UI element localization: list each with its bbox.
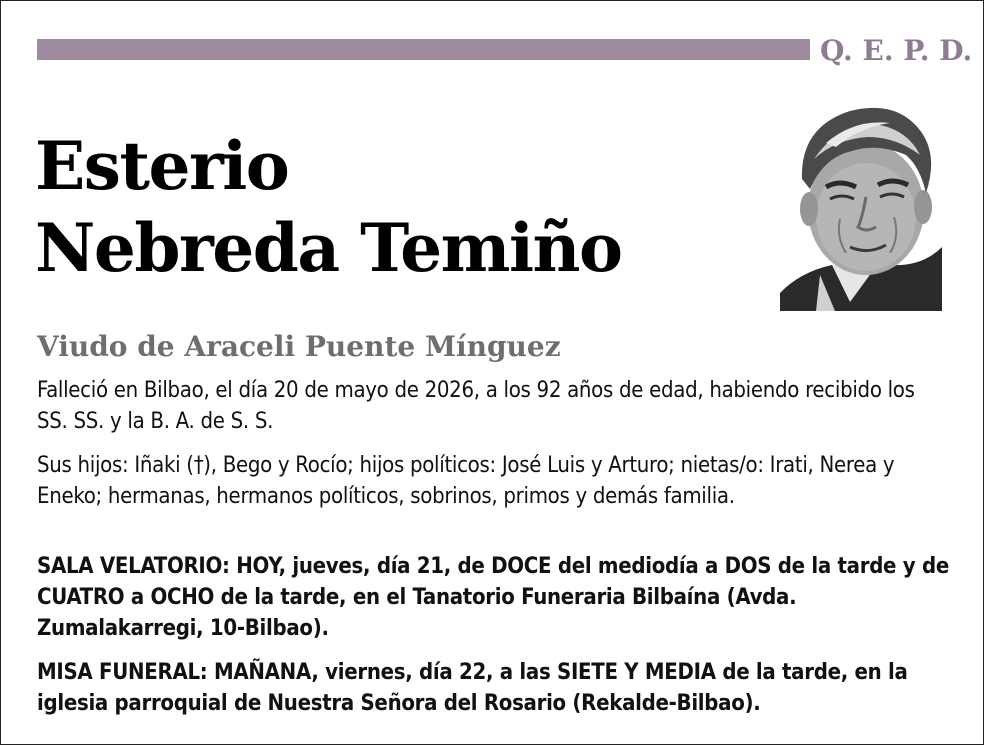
death-paragraph: Falleció en Bilbao, el día 20 de mayo de 2026, a los 92 años de edad, habiendo recibido los SS. SS. y la B. A. de S. S. xyxy=(37,378,915,434)
portrait-photo xyxy=(780,97,942,311)
header-rule xyxy=(37,39,810,60)
wake-paragraph: SALA VELATORIO: HOY, jueves, día 21, de DOCE del mediodía a DOS de la tarde y de CUATRO a OCHO de la tarde, en el Tanatorio Funeraria Bilbaína (Avda. Zumalakarregi, 10-Bilbao). xyxy=(37,554,949,641)
widower-of: Viudo de Araceli Puente Mínguez xyxy=(37,330,561,363)
surnames: Nebreda Temiño xyxy=(35,209,622,287)
family-paragraph: Sus hijos: Iñaki (†), Bego y Rocío; hijos políticos: José Luis y Arturo; nietas/o: Irati, Nerea y Eneko; hermanas, hermanos políticos, sobrinos, primos y demás familia. xyxy=(37,453,895,509)
first-name: Esterio xyxy=(35,127,289,205)
deceased-name xyxy=(35,125,755,289)
funeral-paragraph: MISA FUNERAL: MAÑANA, viernes, día 22, a las SIETE Y MEDIA de la tarde, en la iglesia parroquial de Nuestra Señora del Rosario (Rekalde-Bilbao). xyxy=(37,660,908,716)
qepd-label: Q. E. P. D. xyxy=(820,34,973,67)
